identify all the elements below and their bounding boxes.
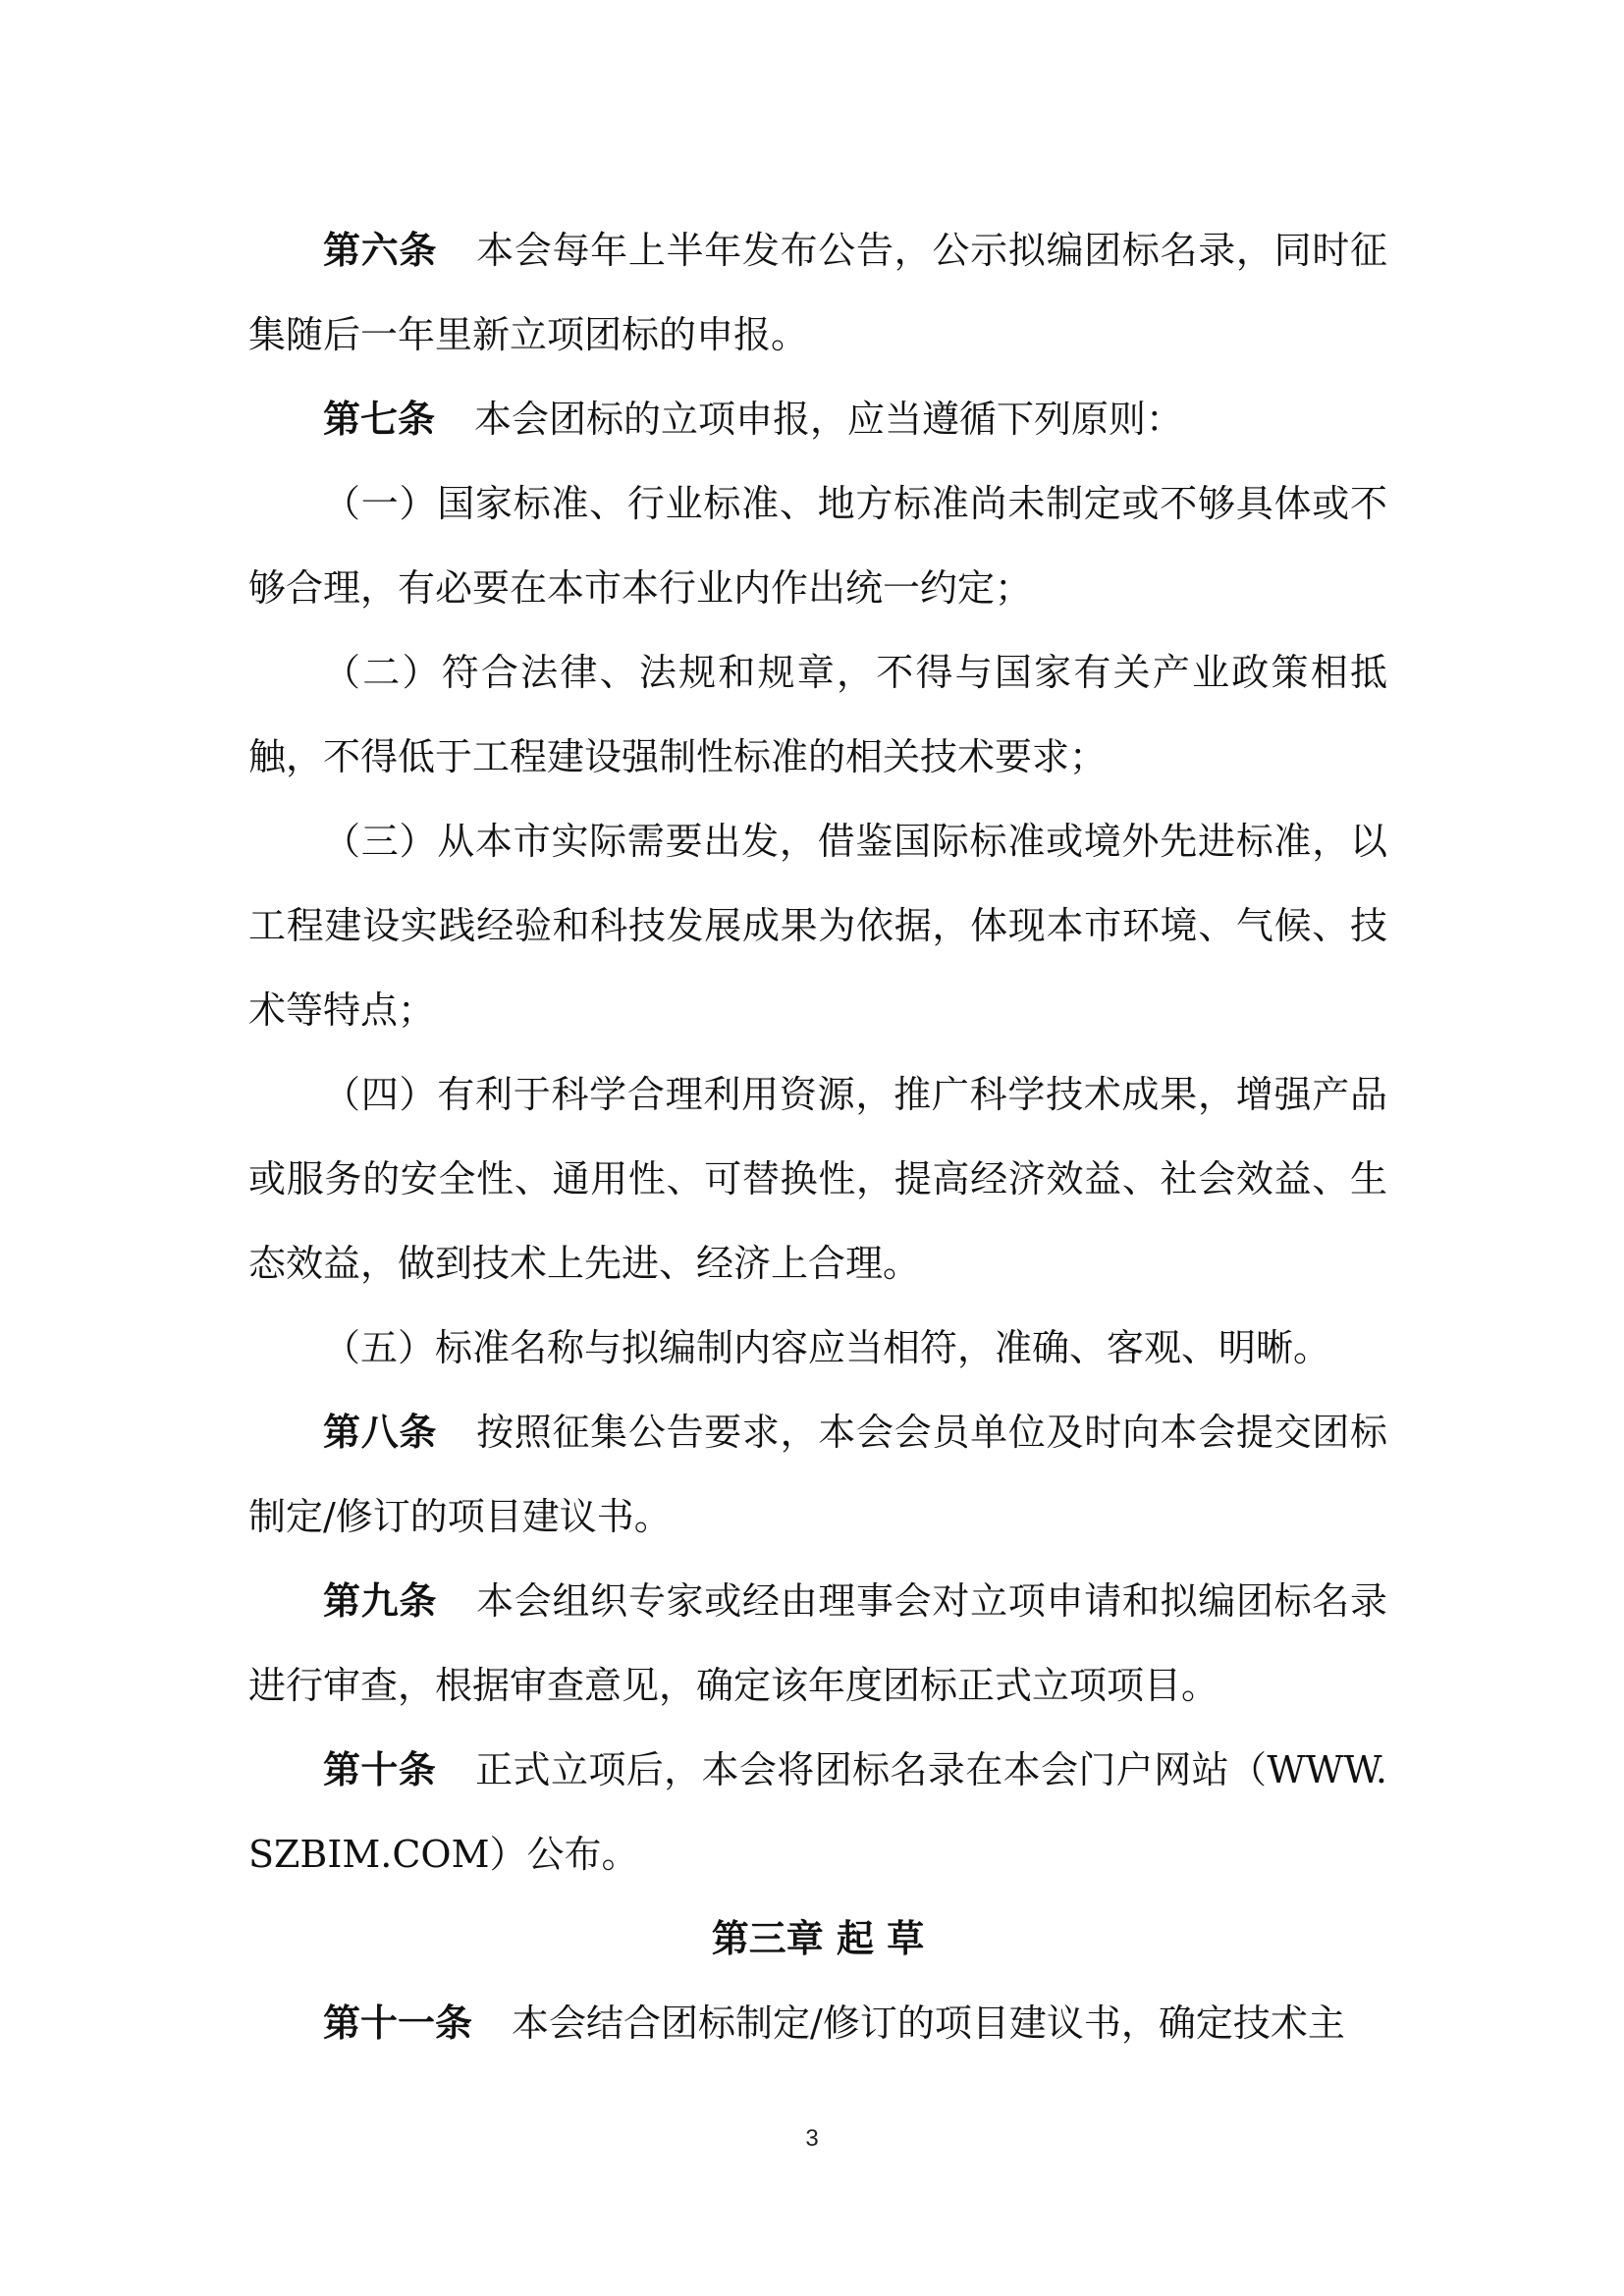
clause-text: （三）从本市实际需要出发，借鉴国际标准或境外先进标准，以工程建设实践经验和科技发展成果为依据，体现本市环境、气候、技术等特点； bbox=[248, 820, 1387, 1032]
article-number: 第八条 bbox=[323, 1410, 438, 1454]
article-number: 第十一条 bbox=[323, 2001, 473, 2045]
clause-4 bbox=[248, 1052, 1387, 1306]
article-10 bbox=[248, 1728, 1387, 1896]
clause-text: （一）国家标准、行业标准、地方标准尚未制定或不够具体或不够合理，有必要在本市本行业内作出统一约定； bbox=[248, 482, 1387, 610]
article-number: 第六条 bbox=[323, 228, 438, 272]
article-11 bbox=[248, 1981, 1387, 2065]
document-body bbox=[248, 208, 1387, 2065]
clause-text: （二）符合法律、法规和规章，不得与国家有关产业政策相抵触，不得低于工程建设强制性标准的相关技术要求； bbox=[248, 651, 1387, 778]
article-text: 按照征集公告要求，本会会员单位及时向本会提交团标制定/修订的项目建议书。 bbox=[248, 1411, 1387, 1538]
article-7 bbox=[248, 377, 1387, 461]
clause-3 bbox=[248, 799, 1387, 1052]
article-text: 正式立项后，本会将团标名录在本会门户网站（WWW.SZBIM.COM）公布。 bbox=[248, 1748, 1387, 1876]
clause-2 bbox=[248, 630, 1387, 799]
page-number: 3 bbox=[805, 2125, 819, 2152]
article-text: 本会每年上半年发布公告，公示拟编团标名录，同时征集随后一年里新立项团标的申报。 bbox=[248, 229, 1387, 356]
article-number: 第十条 bbox=[323, 1747, 437, 1791]
clause-1 bbox=[248, 461, 1387, 630]
article-number: 第七条 bbox=[323, 397, 436, 441]
article-8 bbox=[248, 1390, 1387, 1559]
article-text: 本会结合团标制定/修订的项目建议书，确定技术主 bbox=[512, 2002, 1345, 2045]
article-9 bbox=[248, 1559, 1387, 1728]
chapter-title: 第三章 起 草 bbox=[711, 1916, 925, 1960]
clause-text: （五）标准名称与拟编制内容应当相符，准确、客观、明晰。 bbox=[323, 1326, 1331, 1369]
clause-text: （四）有利于科学合理利用资源，推广科学技术成果，增强产品或服务的安全性、通用性、可替换性，提高经济效益、社会效益、生态效益，做到技术上先进、经济上合理。 bbox=[248, 1073, 1387, 1285]
article-text: 本会组织专家或经由理事会对立项申请和拟编团标名录进行审查，根据审查意见，确定该年度团标正式立项项目。 bbox=[248, 1579, 1387, 1707]
article-text: 本会团标的立项申报，应当遵循下列原则： bbox=[474, 398, 1184, 441]
clause-5 bbox=[248, 1306, 1387, 1390]
article-number: 第九条 bbox=[323, 1578, 438, 1623]
article-6 bbox=[248, 208, 1387, 377]
